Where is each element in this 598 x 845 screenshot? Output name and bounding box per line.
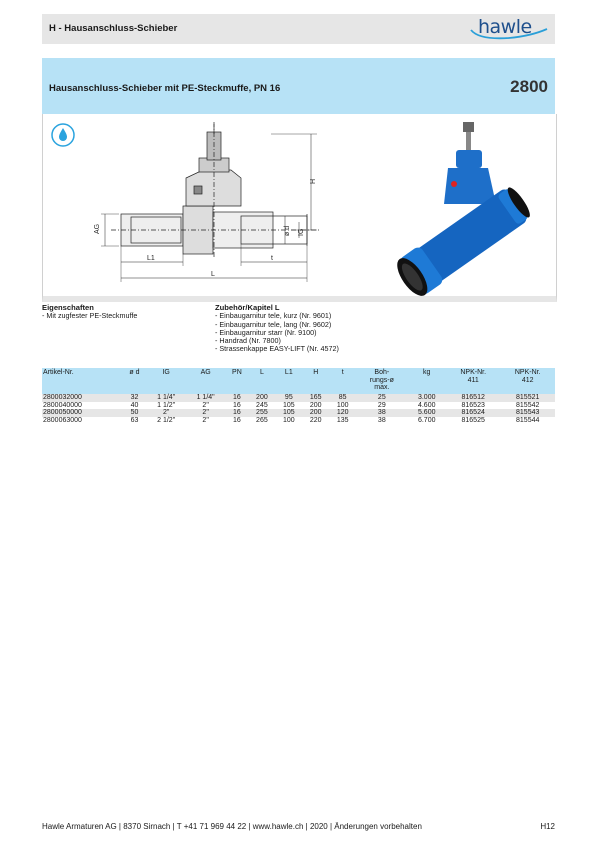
dim-label-ig: IG	[298, 228, 305, 236]
dim-label-od: ø d	[284, 225, 291, 236]
table-cell: 815543	[500, 409, 555, 417]
table-cell: 265	[248, 417, 275, 425]
table-header-cell: Artikel-Nr.	[42, 368, 123, 394]
table-cell: 16	[225, 417, 248, 425]
table-cell: 63	[123, 417, 147, 425]
properties-item: - Mit zugfester PE-Steckmuffe	[42, 311, 138, 321]
table-header-cell: L	[248, 368, 275, 394]
accessories-heading: Zubehör/Kapitel L	[215, 303, 280, 312]
table-header-cell: NPK-Nr. 411	[446, 368, 500, 394]
table-cell: 165	[302, 394, 329, 402]
dim-label-l: L	[211, 271, 215, 278]
table-header-cell: AG	[186, 368, 225, 394]
table-cell: 16	[225, 402, 248, 410]
properties-heading: Eigenschaften	[42, 303, 94, 312]
table-cell: 85	[329, 394, 356, 402]
footer-text: Hawle Armaturen AG | 8370 Sirnach | T +41 71 969 44 22 | www.hawle.ch | 2020 | Änderungen vorbehalten	[42, 822, 422, 831]
table-cell: 38	[356, 417, 407, 425]
table-cell: 135	[329, 417, 356, 425]
table-cell: 2800040000	[42, 402, 123, 410]
section-title: H - Hausanschluss-Schieber	[49, 23, 178, 34]
table-cell: 50	[123, 409, 147, 417]
table-cell: 4.600	[408, 402, 446, 410]
table-cell: 816512	[446, 394, 500, 402]
table-header-cell: NPK-Nr. 412	[500, 368, 555, 394]
table-cell: 16	[225, 409, 248, 417]
accessories-item: - Einbaugarnitur starr (Nr. 9100)	[215, 327, 317, 337]
water-drop-icon	[51, 123, 75, 147]
table-cell: 2"	[186, 402, 225, 410]
table-cell: 3.000	[408, 394, 446, 402]
accessories-item: - Einbaugarnitur tele, kurz (Nr. 9601)	[215, 311, 332, 321]
table-cell: 2800050000	[42, 409, 123, 417]
accessories-item: - Einbaugarnitur tele, lang (Nr. 9602)	[215, 319, 332, 329]
table-header-row	[42, 368, 555, 394]
technical-drawing	[91, 118, 331, 288]
table-header-cell: H	[302, 368, 329, 394]
accessories-item: - Strassenkappe EASY-LIFT (Nr. 4572)	[215, 344, 339, 354]
table-cell: 220	[302, 417, 329, 425]
table-cell: 32	[123, 394, 147, 402]
page-number: H12	[540, 822, 555, 831]
page-header	[42, 14, 555, 44]
accessories-item: - Handrad (Nr. 7800)	[215, 336, 281, 346]
table-header-cell: IG	[146, 368, 185, 394]
accessories-section	[215, 304, 339, 354]
hawle-logo	[469, 16, 549, 42]
table-cell: 25	[356, 394, 407, 402]
table-row	[42, 409, 555, 417]
product-image-area	[42, 114, 557, 302]
table-row	[42, 402, 555, 410]
table-cell: 38	[356, 409, 407, 417]
table-cell: 2"	[186, 417, 225, 425]
table-row	[42, 417, 555, 425]
table-cell: 6.700	[408, 417, 446, 425]
properties-section	[42, 304, 137, 321]
table-cell: 815542	[500, 402, 555, 410]
table-cell: 16	[225, 394, 248, 402]
table-cell: 1 1/2"	[146, 402, 185, 410]
product-photo	[388, 118, 538, 296]
table-cell: 816525	[446, 417, 500, 425]
product-title: Hausanschluss-Schieber mit PE-Steckmuffe, PN 16	[49, 83, 281, 94]
table-cell: 200	[248, 394, 275, 402]
table-cell: 105	[275, 409, 302, 417]
product-number: 2800	[510, 77, 548, 96]
table-cell: 815544	[500, 417, 555, 425]
table-cell: 100	[329, 402, 356, 410]
table-cell: 200	[302, 402, 329, 410]
table-cell: 1 1/4"	[146, 394, 185, 402]
table-cell: 815521	[500, 394, 555, 402]
dim-label-l1: L1	[147, 255, 155, 262]
table-header-cell: t	[329, 368, 356, 394]
logo-text: hawle	[478, 16, 532, 38]
table-cell: 100	[275, 417, 302, 425]
table-row	[42, 394, 555, 402]
product-header	[42, 58, 555, 114]
table-cell: 245	[248, 402, 275, 410]
table-cell: 200	[302, 409, 329, 417]
table-cell: 1 1/4"	[186, 394, 225, 402]
table-cell: 2"	[146, 409, 185, 417]
table-cell: 2800063000	[42, 417, 123, 425]
table-cell: 105	[275, 402, 302, 410]
dim-label-t: t	[271, 255, 273, 262]
table-cell: 816523	[446, 402, 500, 410]
table-cell: 5.600	[408, 409, 446, 417]
table-cell: 95	[275, 394, 302, 402]
table-header-cell: ø d	[123, 368, 147, 394]
article-table	[42, 368, 555, 424]
dim-label-ag: AG	[94, 223, 101, 234]
table-cell: 255	[248, 409, 275, 417]
table-header-cell: Boh- rungs-ø max.	[356, 368, 407, 394]
table-header-cell: PN	[225, 368, 248, 394]
table-cell: 2800032000	[42, 394, 123, 402]
table-cell: 120	[329, 409, 356, 417]
table-cell: 816524	[446, 409, 500, 417]
table-header-cell: L1	[275, 368, 302, 394]
table-cell: 2"	[186, 409, 225, 417]
dim-label-h: H	[310, 178, 317, 184]
table-cell: 2 1/2"	[146, 417, 185, 425]
table-cell: 40	[123, 402, 147, 410]
table-cell: 29	[356, 402, 407, 410]
table-header-cell: kg	[408, 368, 446, 394]
